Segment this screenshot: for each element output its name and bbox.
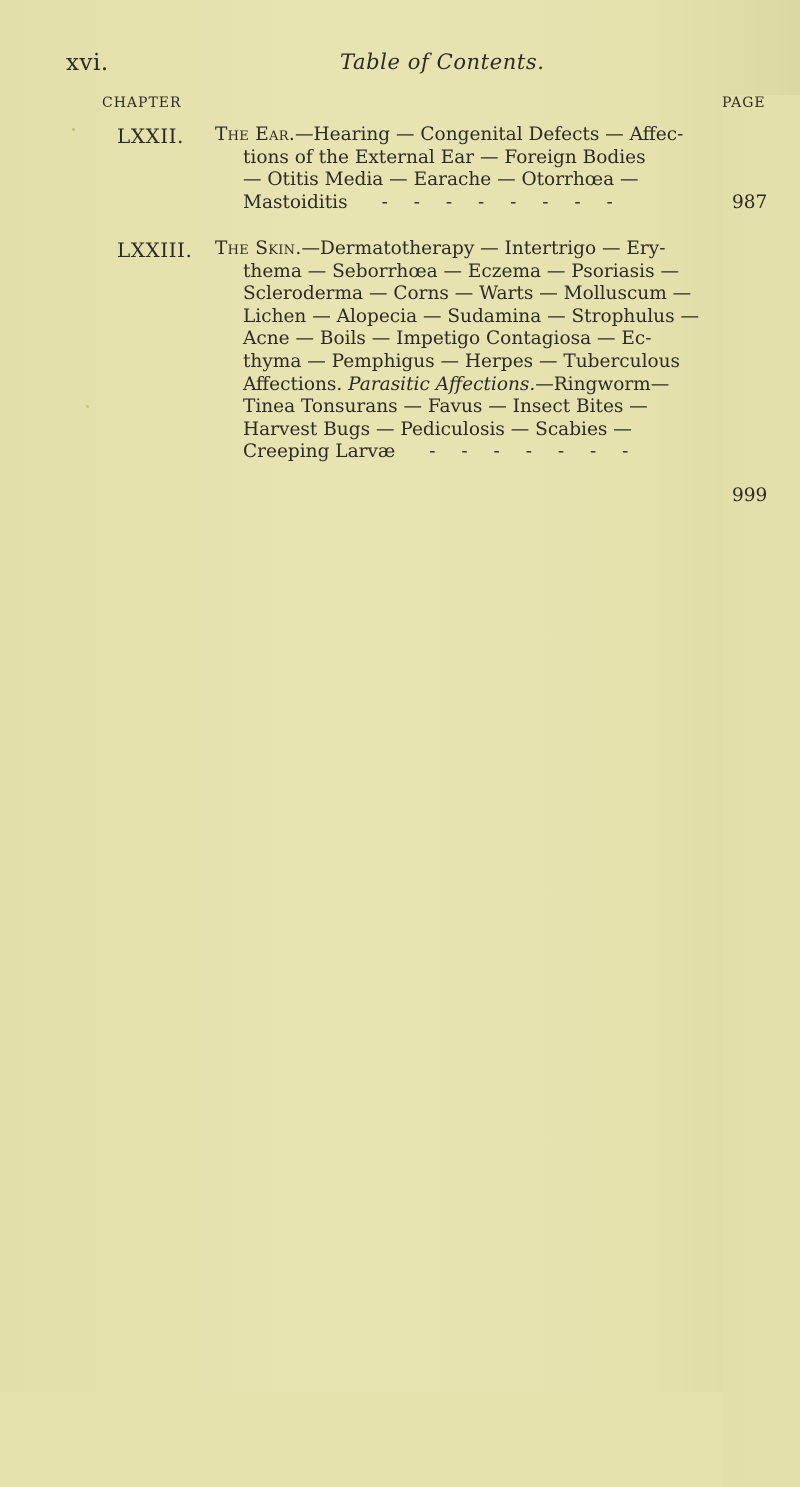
entry-line-text: — Otitis Media — Earache — Otorrhœa — xyxy=(243,169,639,191)
page-reference: 987 xyxy=(732,191,768,213)
entry-line xyxy=(215,441,735,464)
subheading-italic: Parasitic Affections. xyxy=(348,373,536,395)
page-column-header: PAGE xyxy=(722,95,800,1487)
entry-line-text: thema — Seborrhœa — Eczema — Psoriasis — xyxy=(243,260,679,282)
entry-line-text: thyma — Pemphigus — Herpes — Tuberculous xyxy=(243,350,681,372)
entry-line xyxy=(215,124,735,147)
entry-heading: The Skin. xyxy=(215,238,302,259)
entry-line xyxy=(215,192,735,215)
running-head xyxy=(0,50,800,80)
entry-line-text: —Dermatotherapy — Intertrigo — Ery- xyxy=(301,238,666,259)
entry-line-text: —Hearing — Congenital Defects — Affec- xyxy=(295,124,684,145)
dot-leader: - - - - - - - xyxy=(429,441,639,463)
paper-speck xyxy=(72,128,75,131)
dot-leader: - - - - - - - - xyxy=(381,191,623,213)
chapter-number: LXXIII. xyxy=(117,238,193,262)
entry-description xyxy=(215,124,735,214)
entry-line-text: Creeping Larvæ xyxy=(243,441,396,463)
paper-speck xyxy=(86,405,89,408)
entry-line-text: Lichen — Alopecia — Sudamina — Strophulus — xyxy=(243,305,699,327)
page-reference: 999 xyxy=(732,485,768,506)
entry-line-text: Tinea Tonsurans — Favus — Insect Bites — xyxy=(243,396,648,418)
entry-line-text: —Ringworm— xyxy=(535,373,670,395)
entry-line-text: Harvest Bugs — Pediculosis — Scabies — xyxy=(243,418,632,440)
entry-line-text: tions of the External Ear — Foreign Bodies xyxy=(243,146,646,168)
running-title: Table of Contents. xyxy=(340,50,545,74)
entry-line xyxy=(215,374,735,397)
entry-line-text: Affections. xyxy=(243,373,343,395)
entry-line-text: Mastoiditis xyxy=(243,191,348,213)
entry-line xyxy=(215,238,735,261)
chapter-number: LXXII. xyxy=(117,124,184,148)
page-number: xvi. xyxy=(66,50,109,76)
entry-description xyxy=(215,238,735,464)
entry-line-text: Scleroderma — Corns — Warts — Molluscum — xyxy=(243,283,692,305)
entry-line-text: Acne — Boils — Impetigo Contagiosa — Ec- xyxy=(243,328,652,350)
chapter-column-header: CHAPTER xyxy=(102,95,182,111)
entry-heading: The Ear. xyxy=(215,124,296,145)
